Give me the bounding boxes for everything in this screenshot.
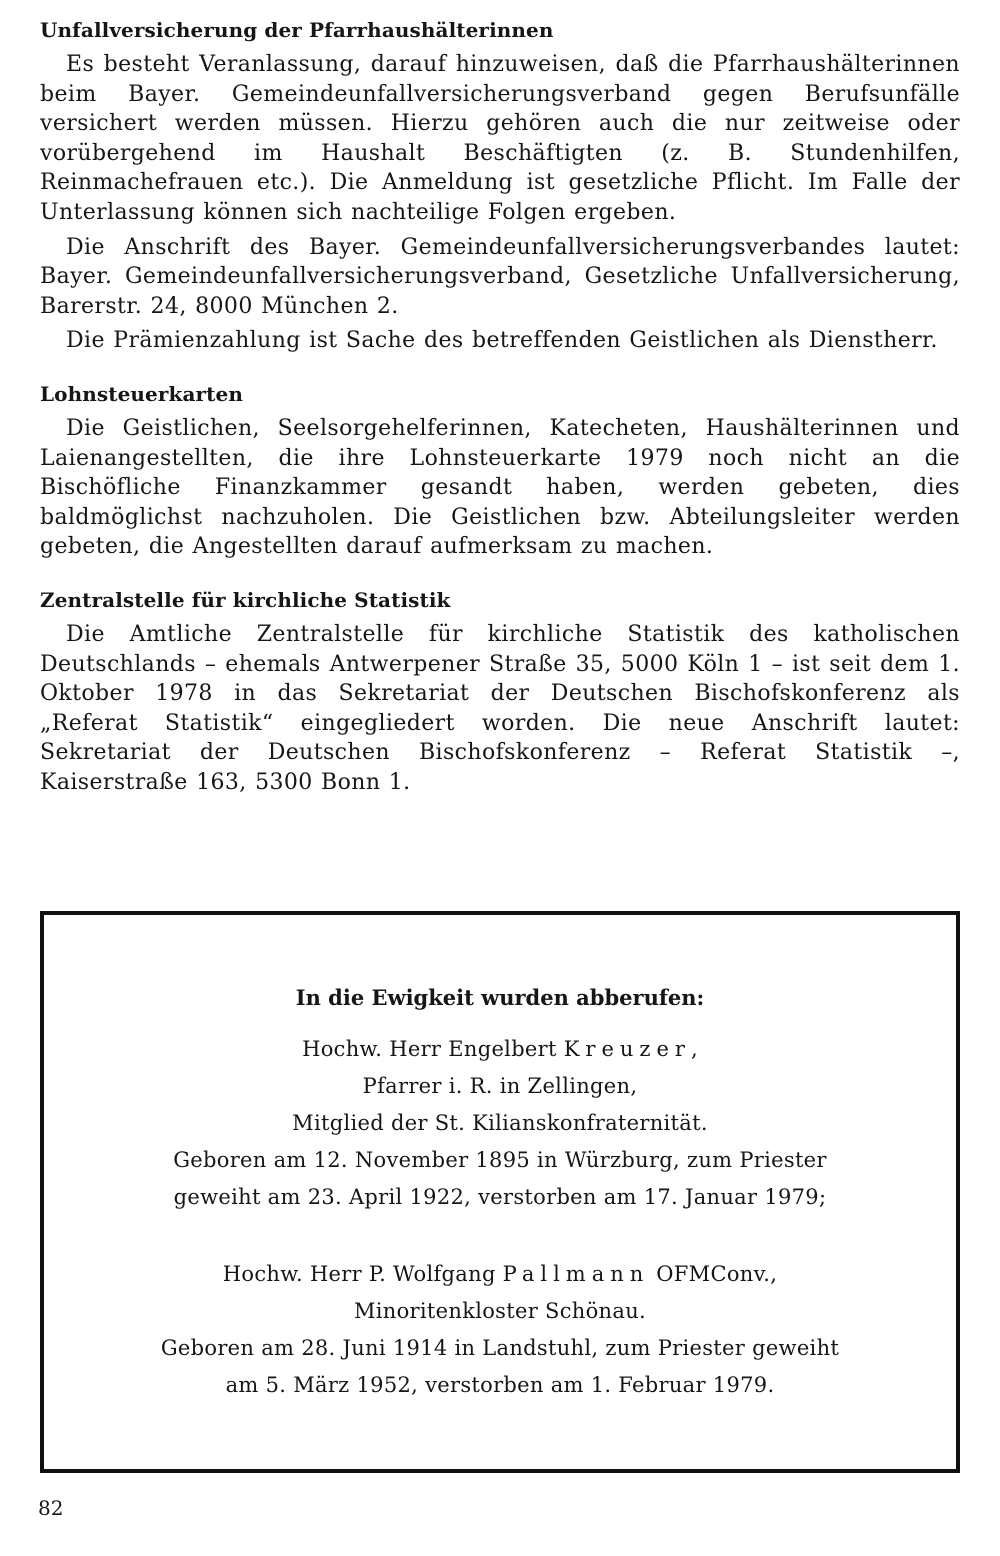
memorial-person2-suffix: OFMConv., xyxy=(649,1262,778,1286)
memorial-person1-name-line xyxy=(44,1031,956,1068)
section-heading-unfallversicherung: Unfallversicherung der Pfarrhaushälterinnen xyxy=(40,18,554,42)
paragraph-unfall-3: Die Prämienzahlung ist Sache des betreffenden Geistlichen als Dienstherr. xyxy=(66,328,938,354)
memorial-person1-line3: Mitglied der St. Kilianskonfraternität. xyxy=(292,1111,708,1135)
document-body xyxy=(40,16,960,797)
memorial-person1-line5: geweiht am 23. April 1922, verstorben am 17. Januar 1979; xyxy=(173,1185,827,1209)
memorial-person1-suffix: , xyxy=(690,1037,698,1061)
page-number: 82 xyxy=(38,1496,64,1520)
memorial-box xyxy=(40,911,960,1473)
memorial-person1-prefix: Hochw. Herr Engelbert xyxy=(302,1037,564,1061)
memorial-person2-line2: Minoritenkloster Schönau. xyxy=(353,1299,647,1323)
memorial-person1-line4: Geboren am 12. November 1895 in Würzburg, zum Priester xyxy=(173,1148,827,1172)
section-heading-statistik: Zentralstelle für kirchliche Statistik xyxy=(40,587,451,612)
memorial-person1-surname: Kreuzer xyxy=(563,1037,691,1061)
memorial-person2-line3: Geboren am 28. Juni 1914 in Landstuhl, zum Priester geweiht xyxy=(160,1336,840,1360)
paragraph-statistik-1: Die Amtliche Zentralstelle für kirchliche Statistik des katholischen Deutschlands – ehemals Antwerpener Straße 35, 5000 Köln 1 – ist seit dem 1. Oktober 1978 in das Sekretariat der Deutschen Bischofskonferenz als „Referat Statistik“ eingegliedert worden. Die neue Anschrift lautet: Sekretariat der Deutschen Bischofskonferenz – Referat Statistik –, Kaiserstraße 163, 5300 Bonn 1. xyxy=(40,621,960,795)
paragraph-unfall-2: Die Anschrift des Bayer. Gemeindeunfallversicherungsverbandes lautet: Bayer. Gemeindeunfallversicherungsverband, Gesetzliche Unfallversicherung, Barerstr. 24, 8000 München 2. xyxy=(40,234,960,319)
memorial-person1-line2: Pfarrer i. R. in Zellingen, xyxy=(362,1074,638,1098)
section-heading-lohnsteuerkarten: Lohnsteuerkarten xyxy=(40,381,243,406)
paragraph-lohn-1: Die Geistlichen, Seelsorgehelferinnen, Katecheten, Haushälterinnen und Laienangestellten, die ihre Lohnsteuerkarte 1979 noch nicht an die Bischöfliche Finanzkammer gesandt haben, werden gebeten, dies baldmöglichst nachzuholen. Die Geistlichen bzw. Abteilungsleiter werden gebeten, die Angestellten darauf aufmerksam zu machen. xyxy=(40,415,960,560)
memorial-person2-name-line xyxy=(44,1256,956,1293)
memorial-content xyxy=(44,983,956,1404)
paragraph-unfall-1: Es besteht Veranlassung, darauf hinzuweisen, daß die Pfarrhaushälterinnen beim Bayer. Gemeindeunfallversicherungsverband gegen Berufsunfälle versichert werden müssen. Hierzu gehören auch die nur zeitweise oder vorübergehend im Haushalt Beschäftigten (z. B. Stundenhilfen, Reinmachefrauen etc.). Die Anmeldung ist gesetzliche Pflicht. Im Falle der Unterlassung können sich nachteilige Folgen ergeben. xyxy=(40,52,960,225)
memorial-person2-surname: Pallmann xyxy=(502,1262,650,1286)
memorial-person2-prefix: Hochw. Herr P. Wolfgang xyxy=(222,1262,503,1286)
memorial-person2-line4: am 5. März 1952, verstorben am 1. Februar 1979. xyxy=(225,1373,775,1397)
memorial-title: In die Ewigkeit wurden abberufen: xyxy=(295,985,705,1010)
